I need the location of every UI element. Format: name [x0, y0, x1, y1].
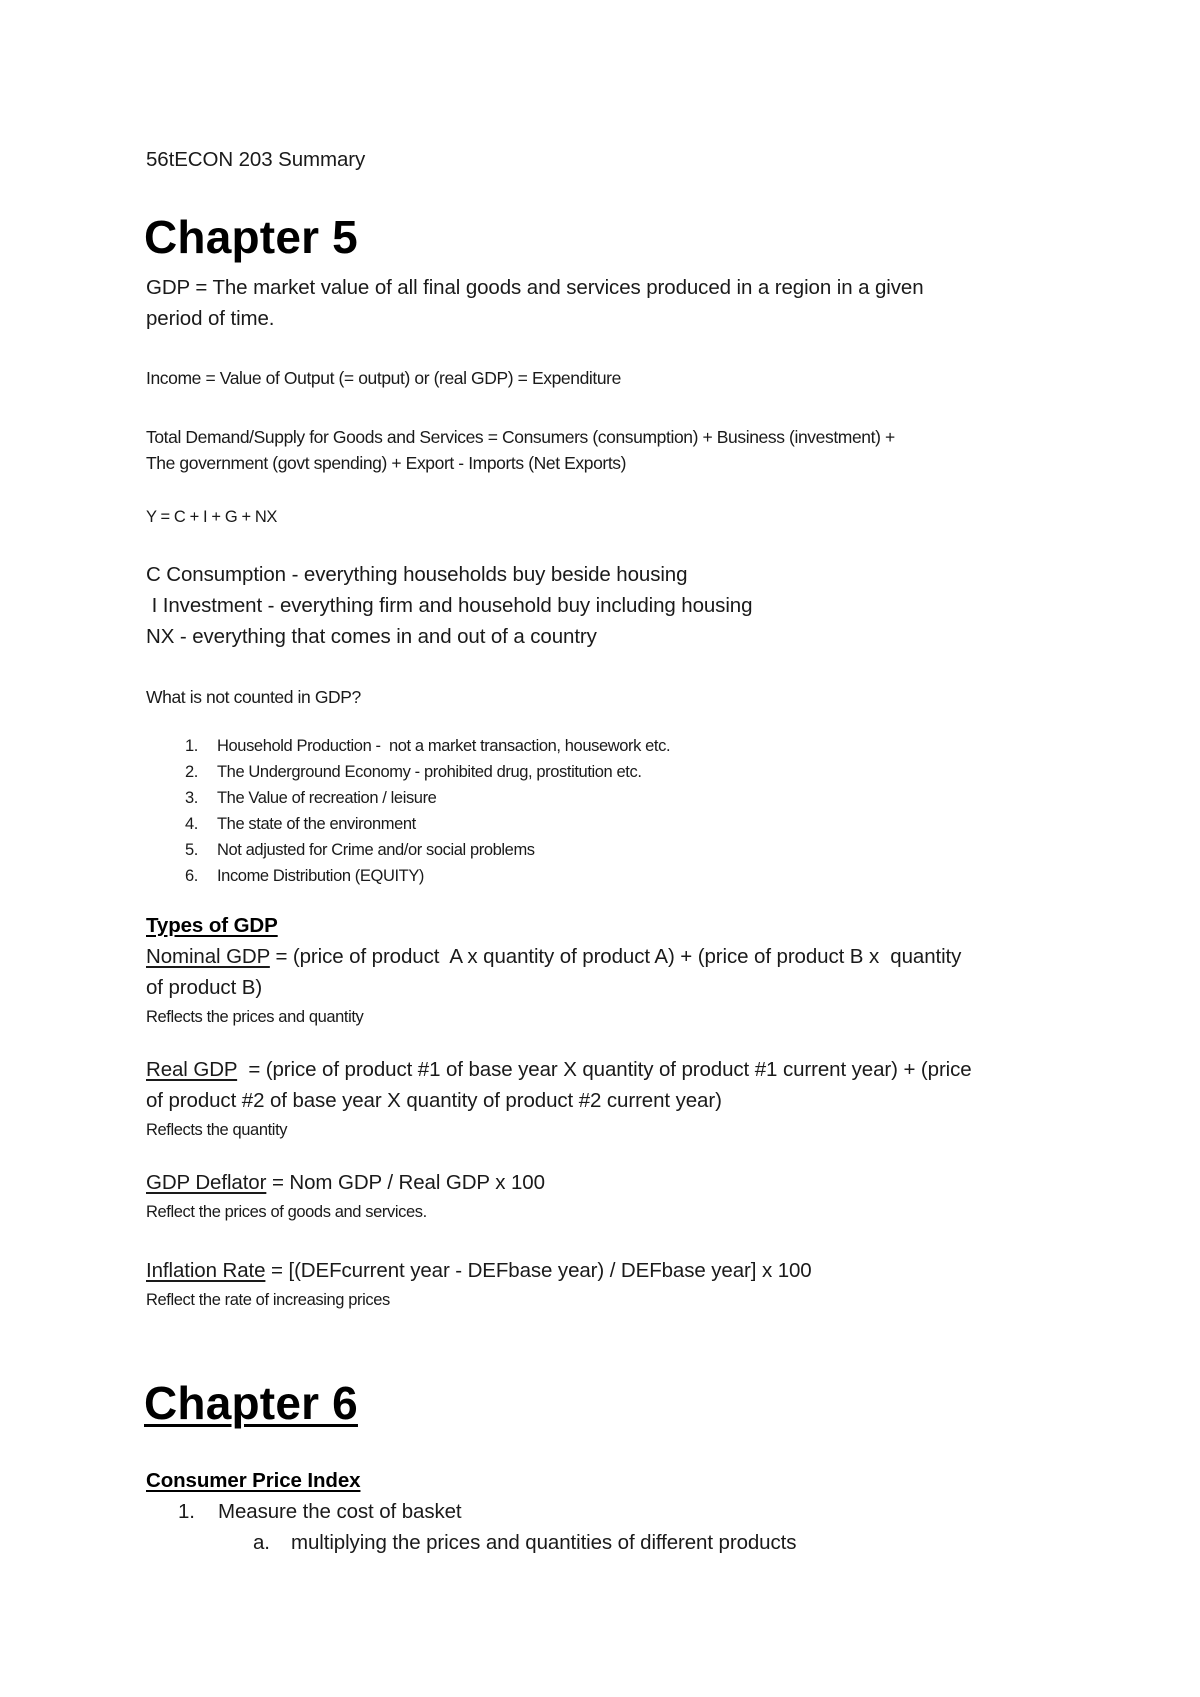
- component-consumption: C Consumption - everything households buy beside housing: [146, 563, 688, 586]
- total-demand-line-1: Total Demand/Supply for Goods and Services = Consumers (consumption) + Business (investment) +: [146, 427, 895, 447]
- gdp-deflator-note: Reflect the prices of goods and services.: [146, 1203, 427, 1221]
- inflation-rate-formula: [146, 1259, 812, 1283]
- nominal-gdp-note: Reflects the prices and quantity: [146, 1008, 364, 1026]
- nominal-gdp-term: Nominal GDP: [146, 945, 270, 968]
- gdp-deflator-formula: [146, 1171, 545, 1195]
- gdp-deflator-expression: = Nom GDP / Real GDP x 100: [266, 1171, 545, 1194]
- list-item: [170, 867, 424, 886]
- cpi-heading: Consumer Price Index: [146, 1469, 361, 1492]
- cpi-item-1a-letter: a.: [253, 1531, 270, 1554]
- list-item-number: 5.: [185, 841, 198, 859]
- list-item: [170, 763, 642, 782]
- list-item-text: Household Production - not a market transaction, housework etc.: [217, 737, 671, 755]
- chapter-5-heading: Chapter 5: [144, 211, 358, 263]
- gdp-deflator-term: GDP Deflator: [146, 1171, 267, 1194]
- nominal-gdp-formula-line-2: of product B): [146, 976, 263, 999]
- nominal-gdp-formula: = (price of product A x quantity of product A) + (price of product B x quantity: [269, 945, 962, 968]
- gdp-definition-line-1: GDP = The market value of all final goods and services produced in a region in a given: [146, 276, 924, 299]
- real-gdp-note: Reflects the quantity: [146, 1121, 288, 1139]
- document-title: 56tECON 203 Summary: [146, 148, 366, 171]
- cpi-item-1a: [253, 1531, 796, 1555]
- list-item: [170, 815, 416, 834]
- income-identity: Income = Value of Output (= output) or (real GDP) = Expenditure: [146, 368, 621, 388]
- nominal-gdp-formula-line-1: [146, 945, 961, 969]
- cpi-item-1-number: 1.: [178, 1500, 195, 1523]
- real-gdp-formula-line-2: of product #2 of base year X quantity of product #2 current year): [146, 1089, 722, 1112]
- cpi-item-1-text: Measure the cost of basket: [218, 1500, 462, 1523]
- list-item: [170, 737, 670, 756]
- list-item-number: 4.: [185, 815, 198, 833]
- list-item-number: 1.: [185, 737, 198, 755]
- real-gdp-formula-line-1: [146, 1058, 972, 1082]
- chapter-6-heading: Chapter 6: [144, 1377, 358, 1429]
- list-item-text: The Underground Economy - prohibited drug, prostitution etc.: [217, 763, 642, 781]
- component-net-exports: NX - everything that comes in and out of a country: [146, 625, 597, 648]
- list-item-number: 2.: [185, 763, 198, 781]
- list-item: [170, 789, 436, 808]
- inflation-rate-term: Inflation Rate: [146, 1259, 266, 1282]
- gdp-equation: Y = C + I + G + NX: [146, 508, 277, 526]
- list-item-text: Income Distribution (EQUITY): [217, 867, 425, 885]
- cpi-item-1a-text: multiplying the prices and quantities of different products: [291, 1531, 797, 1554]
- component-investment: I Investment - everything firm and household buy including housing: [146, 594, 753, 617]
- types-of-gdp-heading: Types of GDP: [146, 914, 278, 937]
- list-item: [170, 841, 535, 860]
- real-gdp-term: Real GDP: [146, 1058, 238, 1081]
- list-item-number: 3.: [185, 789, 198, 807]
- inflation-rate-expression: = [(DEFcurrent year - DEFbase year) / DEFbase year] x 100: [265, 1259, 812, 1282]
- cpi-item-1: [178, 1500, 462, 1524]
- inflation-rate-note: Reflect the rate of increasing prices: [146, 1291, 390, 1309]
- gdp-definition-line-2: period of time.: [146, 307, 275, 330]
- real-gdp-formula: = (price of product #1 of base year X quantity of product #1 current year) + (price: [237, 1058, 972, 1081]
- list-item-text: Not adjusted for Crime and/or social problems: [217, 841, 535, 859]
- total-demand-line-2: The government (govt spending) + Export - Imports (Net Exports): [146, 453, 627, 473]
- list-item-text: The state of the environment: [217, 815, 416, 833]
- list-item-number: 6.: [185, 867, 198, 885]
- list-item-text: The Value of recreation / leisure: [217, 789, 437, 807]
- not-counted-question: What is not counted in GDP?: [146, 687, 361, 707]
